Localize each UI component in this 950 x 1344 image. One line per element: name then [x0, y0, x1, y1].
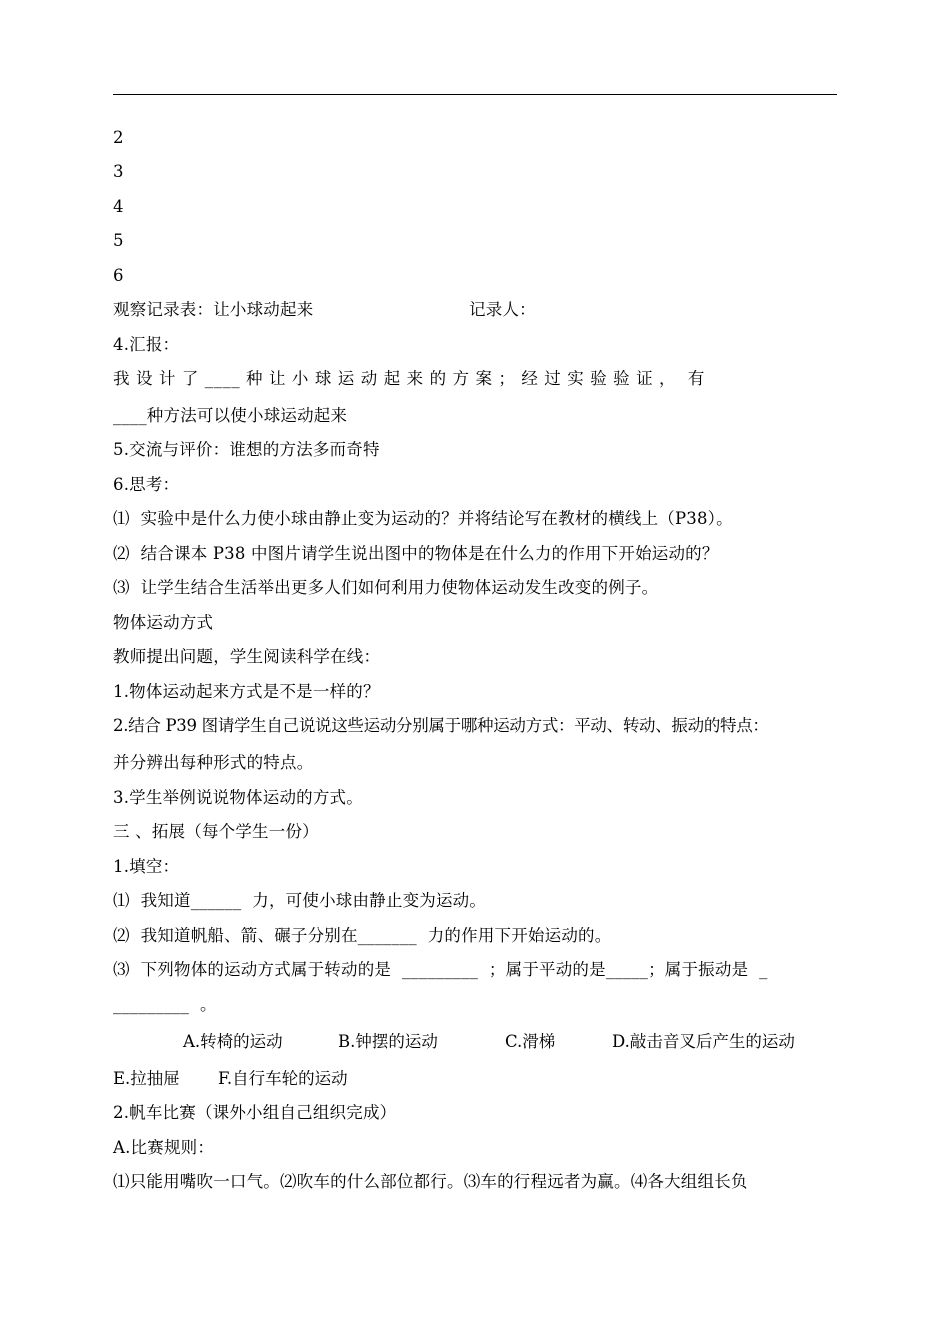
design-sentence: 我 设 计 了 ____ 种 让 小 球 运 动 起 来 的 方 案 ； 经 过 实 验 验 证 ， 有 [113, 369, 705, 388]
motion-item-3: 3.学生举例说说物体运动的方式。 [113, 788, 363, 807]
record-table-title: 观察记录表：让小球动起来 [113, 300, 314, 319]
option-b: B.钟摆的运动 [338, 1032, 438, 1051]
option-a: A.转椅的运动 [183, 1032, 283, 1051]
section-three-heading: 三 、拓展（每个学生一份） [113, 822, 319, 841]
fill-item-2: ⑵ 我知道帆船、箭、碾子分别在_______ 力的作用下开始运动的。 [113, 926, 612, 945]
rules-heading: A.比赛规则： [113, 1138, 215, 1157]
row-number: 4 [113, 197, 124, 216]
option-d: D.敲击音叉后产生的运动 [612, 1032, 795, 1051]
race-heading: 2.帆车比赛（课外小组自己组织完成） [113, 1103, 397, 1122]
motion-item-1: 1.物体运动起来方式是不是一样的？ [113, 682, 380, 701]
teacher-prompt: 教师提出问题，学生阅读科学在线： [113, 647, 381, 666]
question-1: ⑴ 实验中是什么力使小球由静止变为运动的？并将结论写在教材的横线上（P38）。 [113, 509, 733, 528]
fill-heading: 1.填空： [113, 857, 180, 876]
header-rule [113, 94, 837, 95]
motion-item-2: 2.结合 P39 图请学生自己说说这些运动分别属于哪种运动方式：平动、转动、振动的特点： [113, 716, 769, 735]
row-number: 3 [113, 162, 124, 181]
option-c: C.滑梯 [505, 1032, 556, 1051]
design-sentence-cont: ____种方法可以使小球运动起来 [113, 406, 348, 425]
report-heading: 4.汇报： [113, 335, 180, 354]
question-2: ⑵ 结合课本 P38 中图片请学生说出图中的物体是在什么力的作用下开始运动的？ [113, 544, 719, 563]
recorder-label: 记录人： [469, 300, 536, 319]
fill-item-1: ⑴ 我知道______ 力，可使小球由静止变为运动。 [113, 891, 487, 910]
row-number: 6 [113, 266, 124, 285]
motion-item-2-cont: 并分辨出每种形式的特点。 [113, 753, 314, 772]
think-heading: 6.思考： [113, 475, 180, 494]
motion-heading: 物体运动方式 [113, 613, 214, 632]
option-f: F.自行车轮的运动 [218, 1069, 348, 1088]
fill-item-3: ⑶ 下列物体的运动方式属于转动的是 _________ ；属于平动的是_____；属于振动是 _ [113, 960, 768, 979]
exchange-heading: 5.交流与评价：谁想的方法多而奇特 [113, 440, 380, 459]
option-e: E.拉抽屉 [113, 1069, 180, 1088]
fill-item-3-cont: _________ 。 [113, 995, 217, 1014]
row-number: 5 [113, 231, 124, 250]
question-3: ⑶ 让学生结合生活举出更多人们如何利用力使物体运动发生改变的例子。 [113, 578, 659, 597]
row-number: 2 [113, 128, 124, 147]
rules-text: ⑴只能用嘴吹一口气。⑵吹车的什么部位都行。⑶车的行程远者为赢。⑷各大组组长负 [113, 1172, 748, 1191]
